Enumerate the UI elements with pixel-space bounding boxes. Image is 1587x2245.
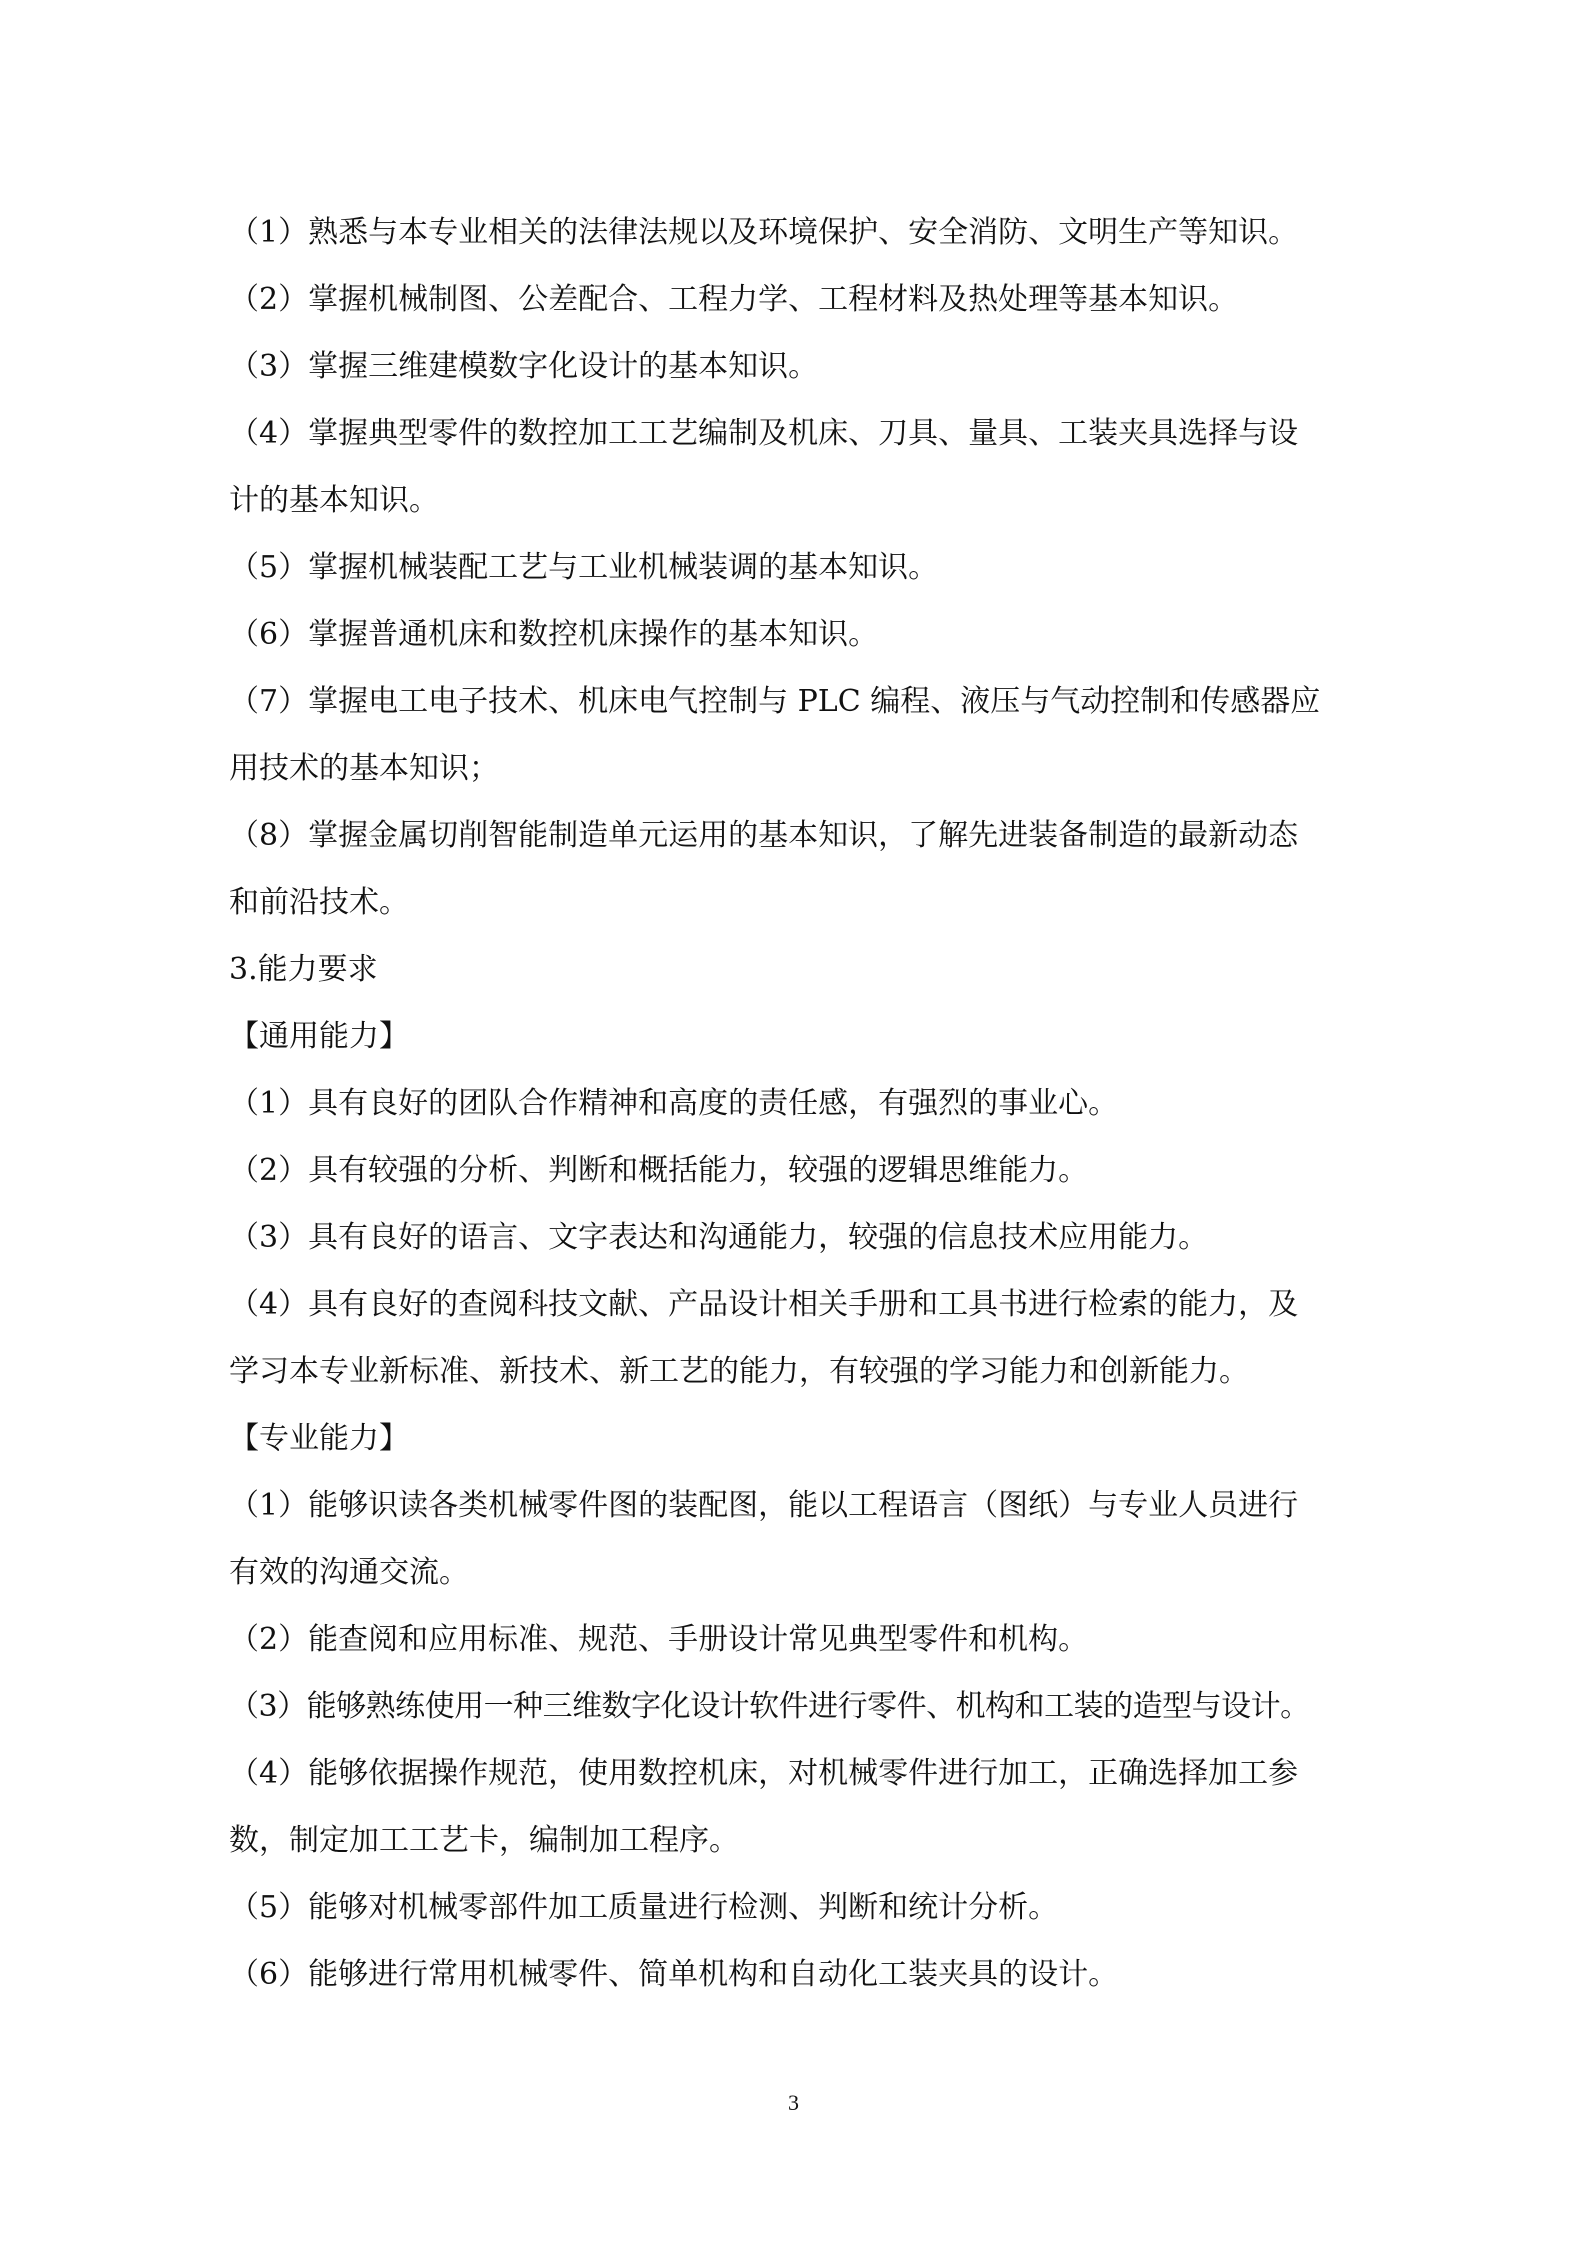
- professional-ability-item-6: （6）能够进行常用机械零件、简单机构和自动化工装夹具的设计。: [229, 1957, 1119, 1992]
- knowledge-item-4-line-1: （4）掌握典型零件的数控加工工艺编制及机床、刀具、量具、工装夹具选择与设: [229, 416, 1299, 451]
- knowledge-item-7-line-2: 用技术的基本知识；: [229, 751, 499, 786]
- professional-ability-item-5: （5）能够对机械零部件加工质量进行检测、判断和统计分析。: [229, 1890, 1059, 1925]
- page-body: [229, 210, 1359, 2019]
- knowledge-item-8-line-1: （8）掌握金属切削智能制造单元运用的基本知识，了解先进装备制造的最新动态: [229, 818, 1299, 853]
- knowledge-item-2: （2）掌握机械制图、公差配合、工程力学、工程材料及热处理等基本知识。: [229, 282, 1239, 317]
- knowledge-item-8-line-2: 和前沿技术。: [229, 885, 409, 920]
- section-heading-ability: 3.能力要求: [229, 952, 378, 987]
- page-number: 3: [788, 2090, 799, 2115]
- general-ability-item-3: （3）具有良好的语言、文字表达和沟通能力，较强的信息技术应用能力。: [229, 1220, 1209, 1255]
- professional-ability-item-2: （2）能查阅和应用标准、规范、手册设计常见典型零件和机构。: [229, 1622, 1089, 1657]
- knowledge-item-1: （1）熟悉与本专业相关的法律法规以及环境保护、安全消防、文明生产等知识。: [229, 215, 1299, 250]
- general-ability-item-4-line-2: 学习本专业新标准、新技术、新工艺的能力，有较强的学习能力和创新能力。: [229, 1354, 1249, 1389]
- knowledge-item-5: （5）掌握机械装配工艺与工业机械装调的基本知识。: [229, 550, 939, 585]
- knowledge-item-3: （3）掌握三维建模数字化设计的基本知识。: [229, 349, 819, 384]
- knowledge-item-7-line-1: （7）掌握电工电子技术、机床电气控制与 PLC 编程、液压与气动控制和传感器应: [229, 684, 1321, 719]
- professional-ability-item-4-line-2: 数，制定加工工艺卡，编制加工程序。: [229, 1823, 739, 1858]
- general-ability-item-1: （1）具有良好的团队合作精神和高度的责任感，有强烈的事业心。: [229, 1086, 1119, 1121]
- general-ability-item-2: （2）具有较强的分析、判断和概括能力，较强的逻辑思维能力。: [229, 1153, 1089, 1188]
- general-ability-item-4-line-1: （4）具有良好的查阅科技文献、产品设计相关手册和工具书进行检索的能力，及: [229, 1287, 1299, 1322]
- professional-ability-item-1-line-2: 有效的沟通交流。: [229, 1555, 469, 1590]
- subheading-professional-ability: 【专业能力】: [229, 1421, 409, 1456]
- subheading-general-ability: 【通用能力】: [229, 1019, 409, 1054]
- knowledge-item-4-line-2: 计的基本知识。: [229, 483, 439, 518]
- professional-ability-item-4-line-1: （4）能够依据操作规范，使用数控机床，对机械零件进行加工，正确选择加工参: [229, 1756, 1299, 1791]
- professional-ability-item-3: （3）能够熟练使用一种三维数字化设计软件进行零件、机构和工装的造型与设计。: [229, 1689, 1310, 1724]
- professional-ability-item-1-line-1: （1）能够识读各类机械零件图的装配图，能以工程语言（图纸）与专业人员进行: [229, 1488, 1299, 1523]
- knowledge-item-6: （6）掌握普通机床和数控机床操作的基本知识。: [229, 617, 879, 652]
